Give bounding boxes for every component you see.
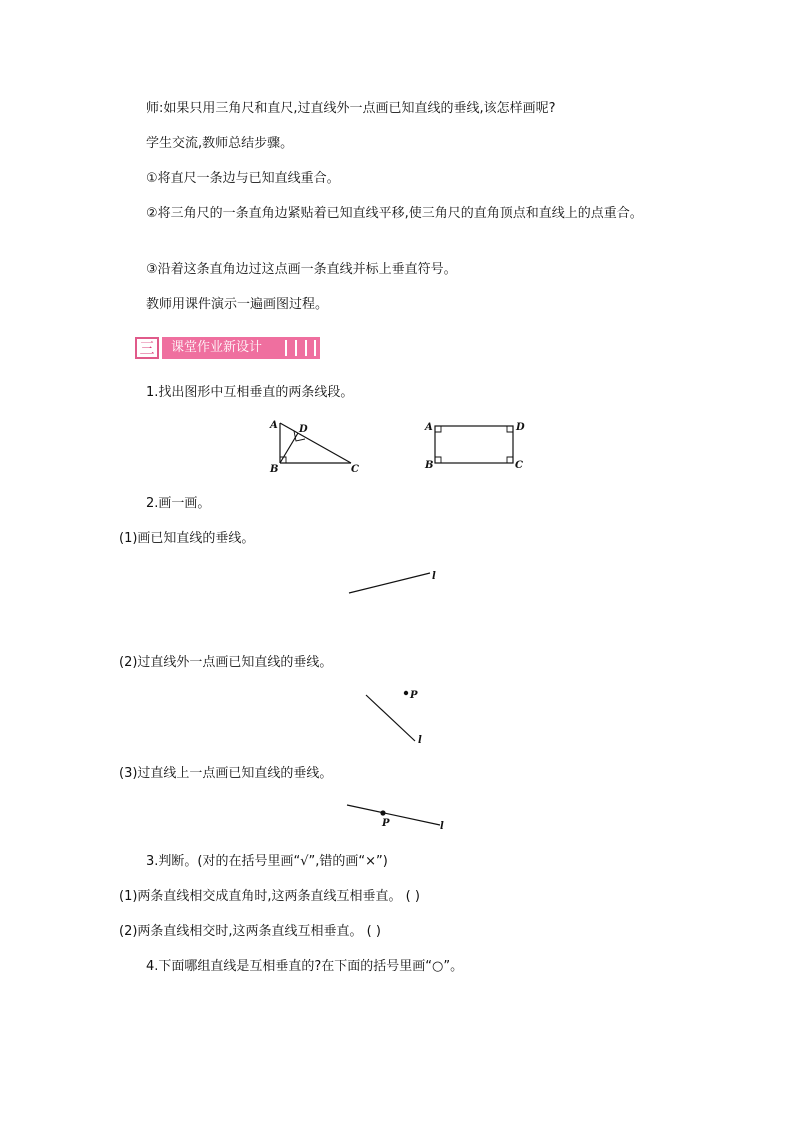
rectangle-label-d: D xyxy=(516,422,525,433)
intro-student-exchange: 学生交流,教师总结步骤。 xyxy=(146,136,294,151)
banner-stripe xyxy=(305,340,307,356)
q2-part2: (2)过直线外一点画已知直线的垂线。 xyxy=(119,655,333,670)
q2-part2-figure xyxy=(355,683,445,748)
triangle-label-c: C xyxy=(351,464,359,475)
q1-text: 1.找出图形中互相垂直的两条线段。 xyxy=(146,385,354,400)
q2-part3-point-label: P xyxy=(382,818,390,829)
section-title-bar xyxy=(162,337,320,359)
intro-step-3: ③沿着这条直角边过这点画一条直线并标上垂直符号。 xyxy=(146,262,457,277)
intro-teacher-question: 师:如果只用三角尺和直尺,过直线外一点画已知直线的垂线,该怎样画呢? xyxy=(146,101,556,116)
intro-step-1: ①将直尺一条边与已知直线重合。 xyxy=(146,171,340,186)
q2-part3-line-label: l xyxy=(440,821,444,832)
q2-part1-figure xyxy=(340,565,450,600)
banner-stripe xyxy=(285,340,287,356)
rectangle-label-b: B xyxy=(425,460,434,471)
q3-text: 3.判断。(对的在括号里画“√”,错的画“×”) xyxy=(146,854,388,869)
triangle-figure xyxy=(262,415,367,477)
banner-stripe xyxy=(295,340,297,356)
section-number-box xyxy=(135,337,159,359)
q2-part1: (1)画已知直线的垂线。 xyxy=(119,531,255,546)
rectangle-figure xyxy=(420,415,530,477)
section-banner xyxy=(135,337,320,359)
q3-item1: (1)两条直线相交成直角时,这两条直线互相垂直。 ( ) xyxy=(119,889,420,904)
q2-part3-point xyxy=(380,810,385,815)
q2-part3: (3)过直线上一点画已知直线的垂线。 xyxy=(119,766,333,781)
q3-item2: (2)两条直线相交时,这两条直线互相垂直。 ( ) xyxy=(119,924,381,939)
q2-part2-point-label: P xyxy=(410,690,418,701)
q2-part2-point xyxy=(404,691,408,695)
rectangle-label-a: A xyxy=(425,422,433,433)
q2-part1-line-label: l xyxy=(432,571,436,582)
triangle-label-d: D xyxy=(299,424,308,435)
rectangle-label-c: C xyxy=(515,460,523,471)
triangle-label-a: A xyxy=(270,420,278,431)
q2-part3-figure xyxy=(340,797,455,835)
q2-part2-line-label: l xyxy=(418,735,422,746)
section-number: 三 xyxy=(139,339,155,357)
section-title: 课堂作业新设计 xyxy=(171,340,263,355)
intro-step-2: ②将三角尺的一条直角边紧贴着已知直线平移,使三角尺的直角顶点和直线上的点重合。 xyxy=(146,206,643,221)
q4-text: 4.下面哪组直线是互相垂直的?在下面的括号里画“○”。 xyxy=(146,959,464,974)
q2-text: 2.画一画。 xyxy=(146,496,211,511)
triangle-label-b: B xyxy=(270,464,279,475)
intro-demo: 教师用课件演示一遍画图过程。 xyxy=(146,297,329,312)
banner-stripe xyxy=(314,340,316,356)
